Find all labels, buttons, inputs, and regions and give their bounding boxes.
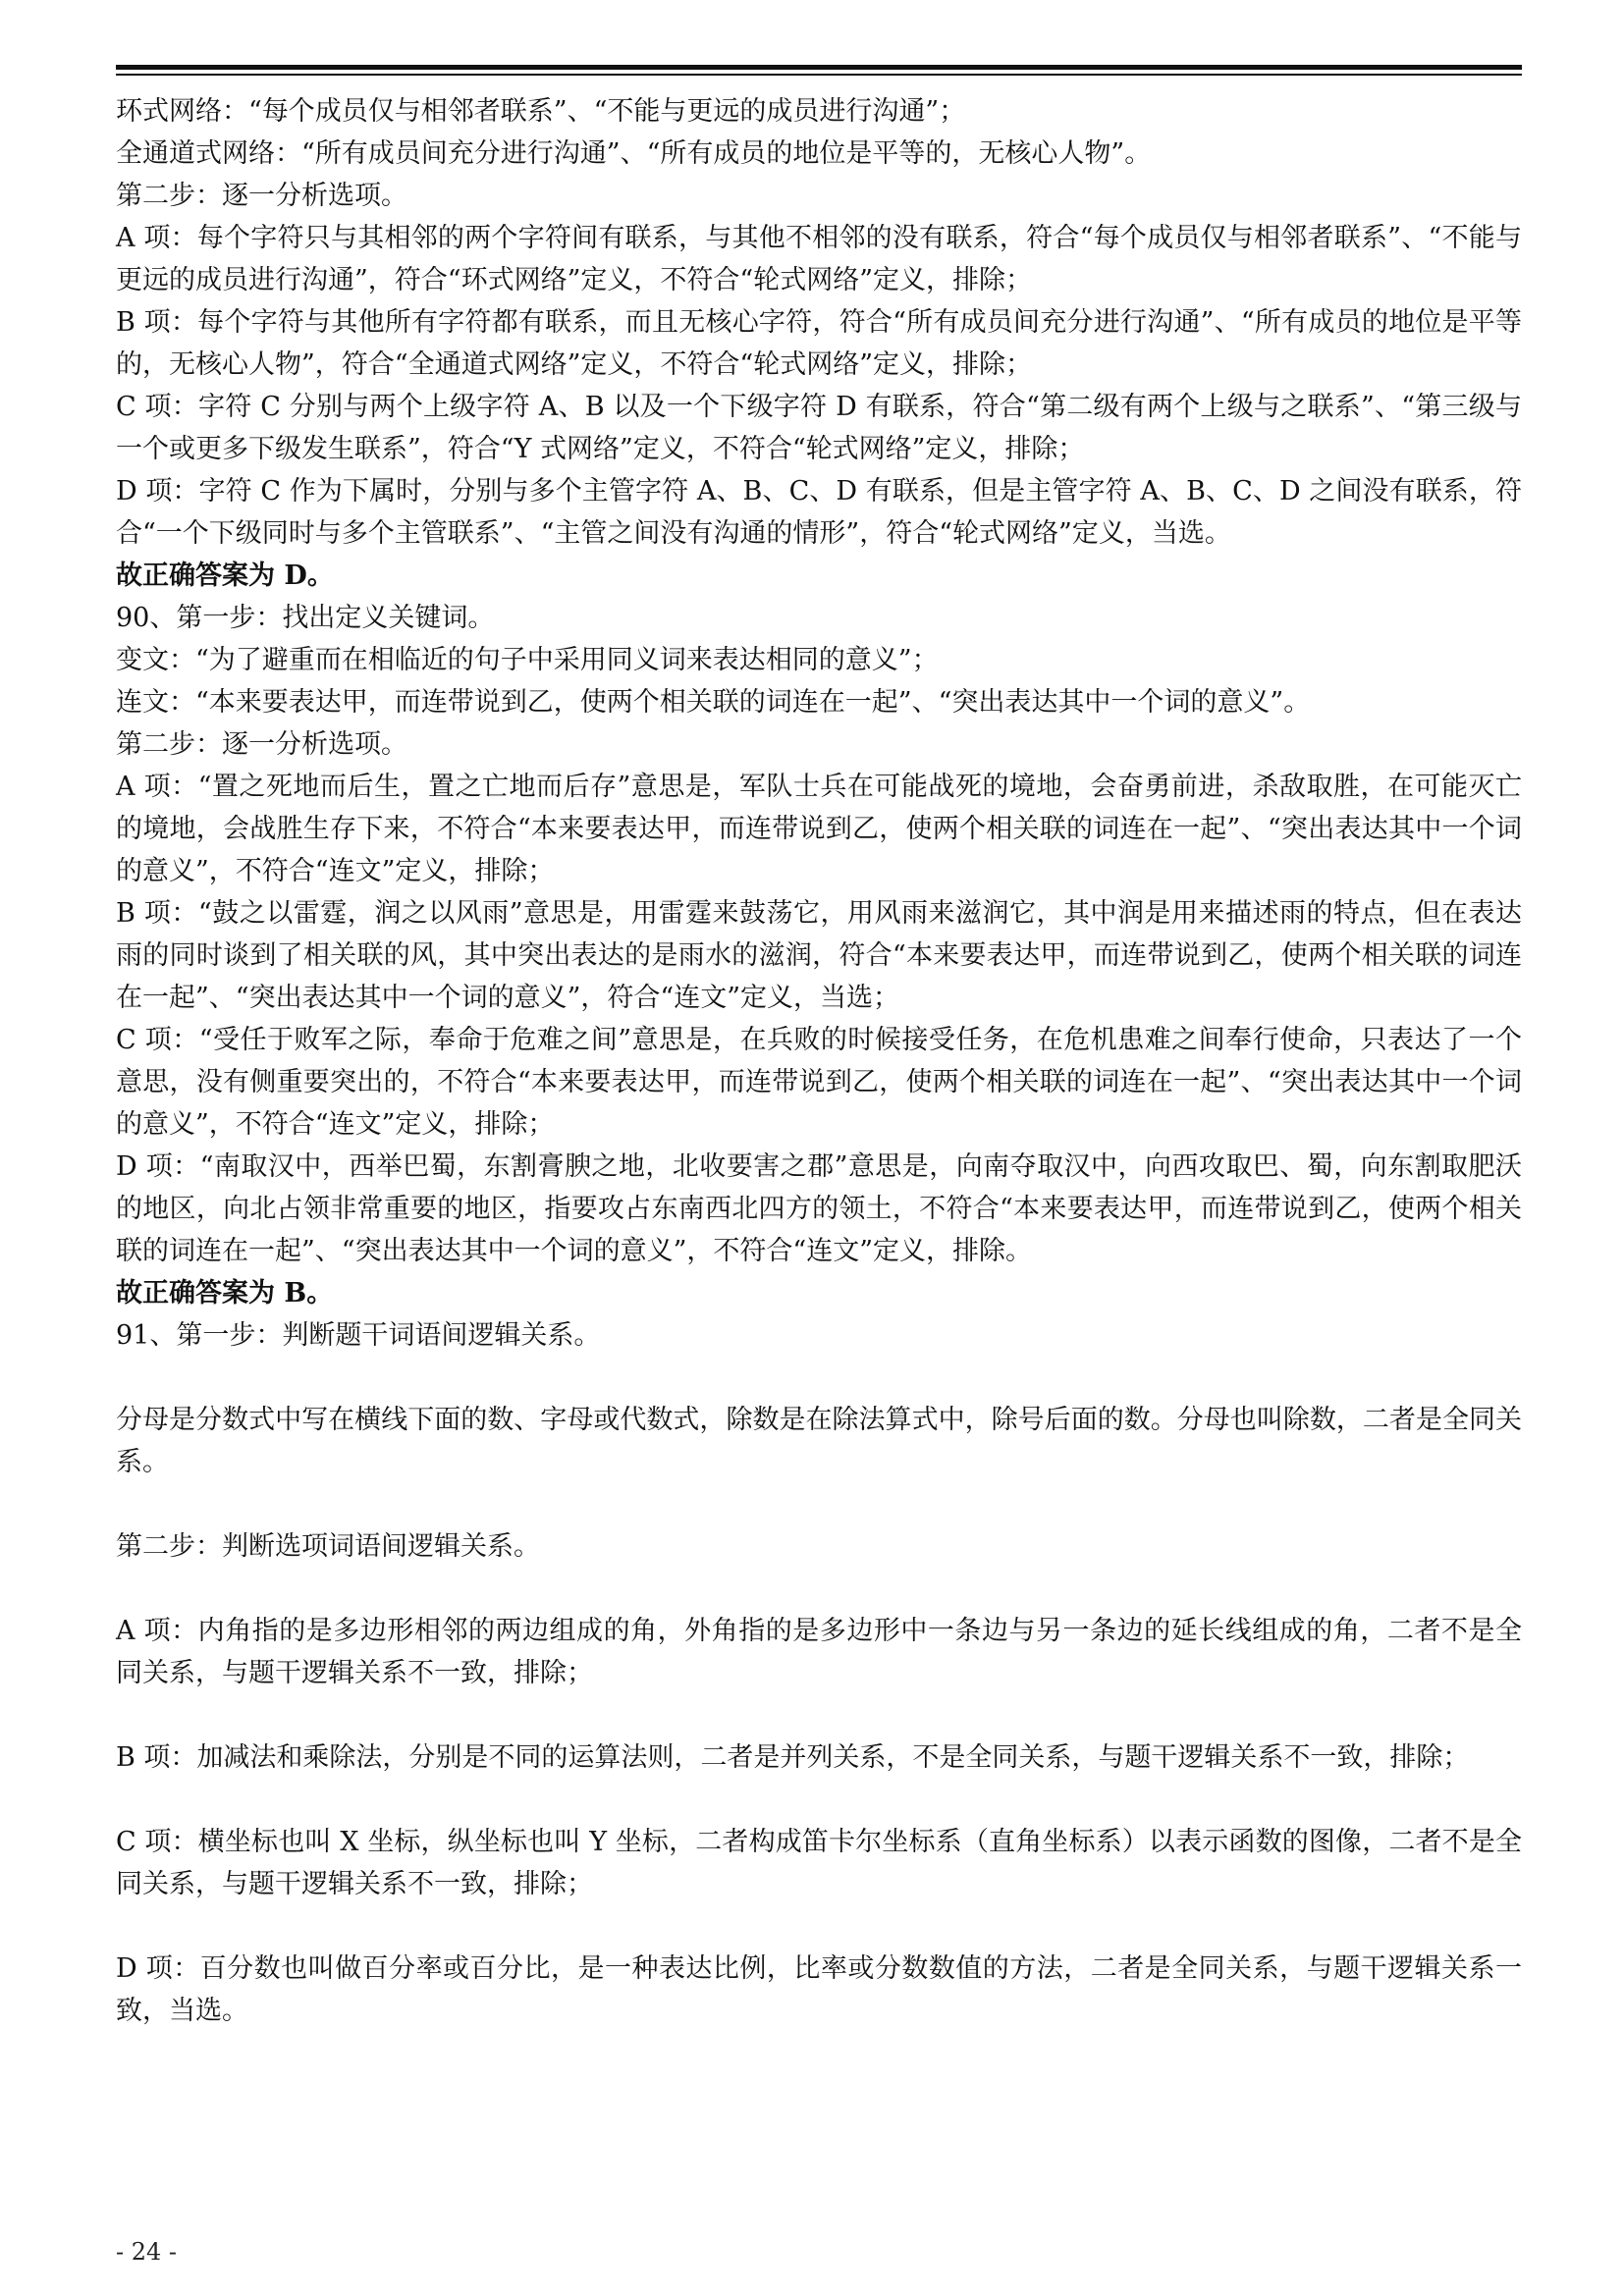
paragraph: A 项：“置之死地而后生，置之亡地而后存”意思是，军队士兵在可能战死的境地，会奋勇前进，杀敌取胜，在可能灭亡的境地，会战胜生存下来，不符合“本来要表达甲，而连带说到乙，使两个相关联的词连在一起”、“突出表达其中一个词的意义”，不符合“连文”定义，排除； [116,772,1522,886]
paragraph: C 项：横坐标也叫 X 坐标，纵坐标也叫 Y 坐标，二者构成笛卡尔坐标系（直角坐标系）以表示函数的图像，二者不是全同关系，与题干逻辑关系不一致，排除； [116,1827,1522,1899]
paragraph: C 项：字符 C 分别与两个上级字符 A、B 以及一个下级字符 D 有联系，符合“第二级有两个上级与之联系”、“第三级与一个或更多下级发生联系”，符合“Y 式网络”定义，不符合“轮式网络”定义，排除； [116,392,1522,464]
paragraph: 变文：“为了避重而在相临近的句子中采用同义词来表达相同的意义”； [116,645,939,675]
document-body [116,90,1522,2032]
paragraph: 第二步：判断选项词语间逻辑关系。 [116,1531,540,1562]
paragraph: B 项：“鼓之以雷霆，润之以风雨”意思是，用雷霆来鼓荡它，用风雨来滋润它，其中润是用来描述雨的特点，但在表达雨的同时谈到了相关联的风，其中突出表达的是雨水的滋润，符合“本来要表达甲，而连带说到乙，使两个相关联的词连在一起”、“突出表达其中一个词的意义”，符合“连文”定义，当选； [116,898,1522,1013]
answer-line: 故正确答案为 D。 [116,561,334,591]
paragraph: B 项：加减法和乘除法，分别是不同的运算法则，二者是并列关系，不是全同关系，与题干逻辑关系不一致，排除； [116,1742,1470,1773]
paragraph: A 项：每个字符只与其相邻的两个字符间有联系，与其他不相邻的没有联系，符合“每个成员仅与相邻者联系”、“不能与更远的成员进行沟通”，符合“环式网络”定义，不符合“轮式网络”定义，排除； [116,223,1522,295]
paragraph: A 项：内角指的是多边形相邻的两边组成的角，外角指的是多边形中一条边与另一条边的延长线组成的角，二者不是全同关系，与题干逻辑关系不一致，排除； [116,1616,1522,1688]
paragraph: 第二步：逐一分析选项。 [116,181,407,211]
paragraph: 连文：“本来要表达甲，而连带说到乙，使两个相关联的词连在一起”、“突出表达其中一个词的意义”。 [116,687,1311,718]
paragraph: 分母是分数式中写在横线下面的数、字母或代数式，除数是在除法算式中，除号后面的数。分母也叫除数，二者是全同关系。 [116,1405,1522,1477]
page-number: - 24 - [116,2238,178,2266]
paragraph: D 项：百分数也叫做百分率或百分比，是一种表达比例，比率或分数数值的方法，二者是全同关系，与题干逻辑关系一致，当选。 [116,1953,1522,2026]
paragraph: D 项：字符 C 作为下属时，分别与多个主管字符 A、B、C、D 有联系，但是主管字符 A、B、C、D 之间没有联系，符合“一个下级同时与多个主管联系”、“主管之间没有沟通的情形”，符合“轮式网络”定义，当选。 [116,476,1522,549]
paragraph: 90、第一步：找出定义关键词。 [116,603,495,633]
header-rule-thin [116,74,1522,76]
paragraph: 环式网络：“每个成员仅与相邻者联系”、“不能与更远的成员进行沟通”； [116,96,966,127]
answer-line: 故正确答案为 B。 [116,1278,334,1308]
header-rule-thick [116,65,1522,70]
paragraph: 第二步：逐一分析选项。 [116,729,407,760]
paragraph: 91、第一步：判断题干词语间逻辑关系。 [116,1320,601,1351]
paragraph: 全通道式网络：“所有成员间充分进行沟通”、“所有成员的地位是平等的，无核心人物”。 [116,138,1152,169]
paragraph: D 项：“南取汉中，西举巴蜀，东割膏腴之地，北收要害之郡”意思是，向南夺取汉中，向西攻取巴、蜀，向东割取肥沃的地区，向北占领非常重要的地区，指要攻占东南西北四方的领土，不符合“本来要表达甲，而连带说到乙，使两个相关联的词连在一起”、“突出表达其中一个词的意义”，不符合“连文”定义，排除。 [116,1151,1522,1266]
paragraph: B 项：每个字符与其他所有字符都有联系，而且无核心字符，符合“所有成员间充分进行沟通”、“所有成员的地位是平等的，无核心人物”，符合“全通道式网络”定义，不符合“轮式网络”定义，排除； [116,307,1522,380]
paragraph: C 项：“受任于败军之际，奉命于危难之间”意思是，在兵败的时候接受任务，在危机患难之间奉行使命，只表达了一个意思，没有侧重要突出的，不符合“本来要表达甲，而连带说到乙，使两个相关联的词连在一起”、“突出表达其中一个词的意义”，不符合“连文”定义，排除； [116,1025,1522,1140]
